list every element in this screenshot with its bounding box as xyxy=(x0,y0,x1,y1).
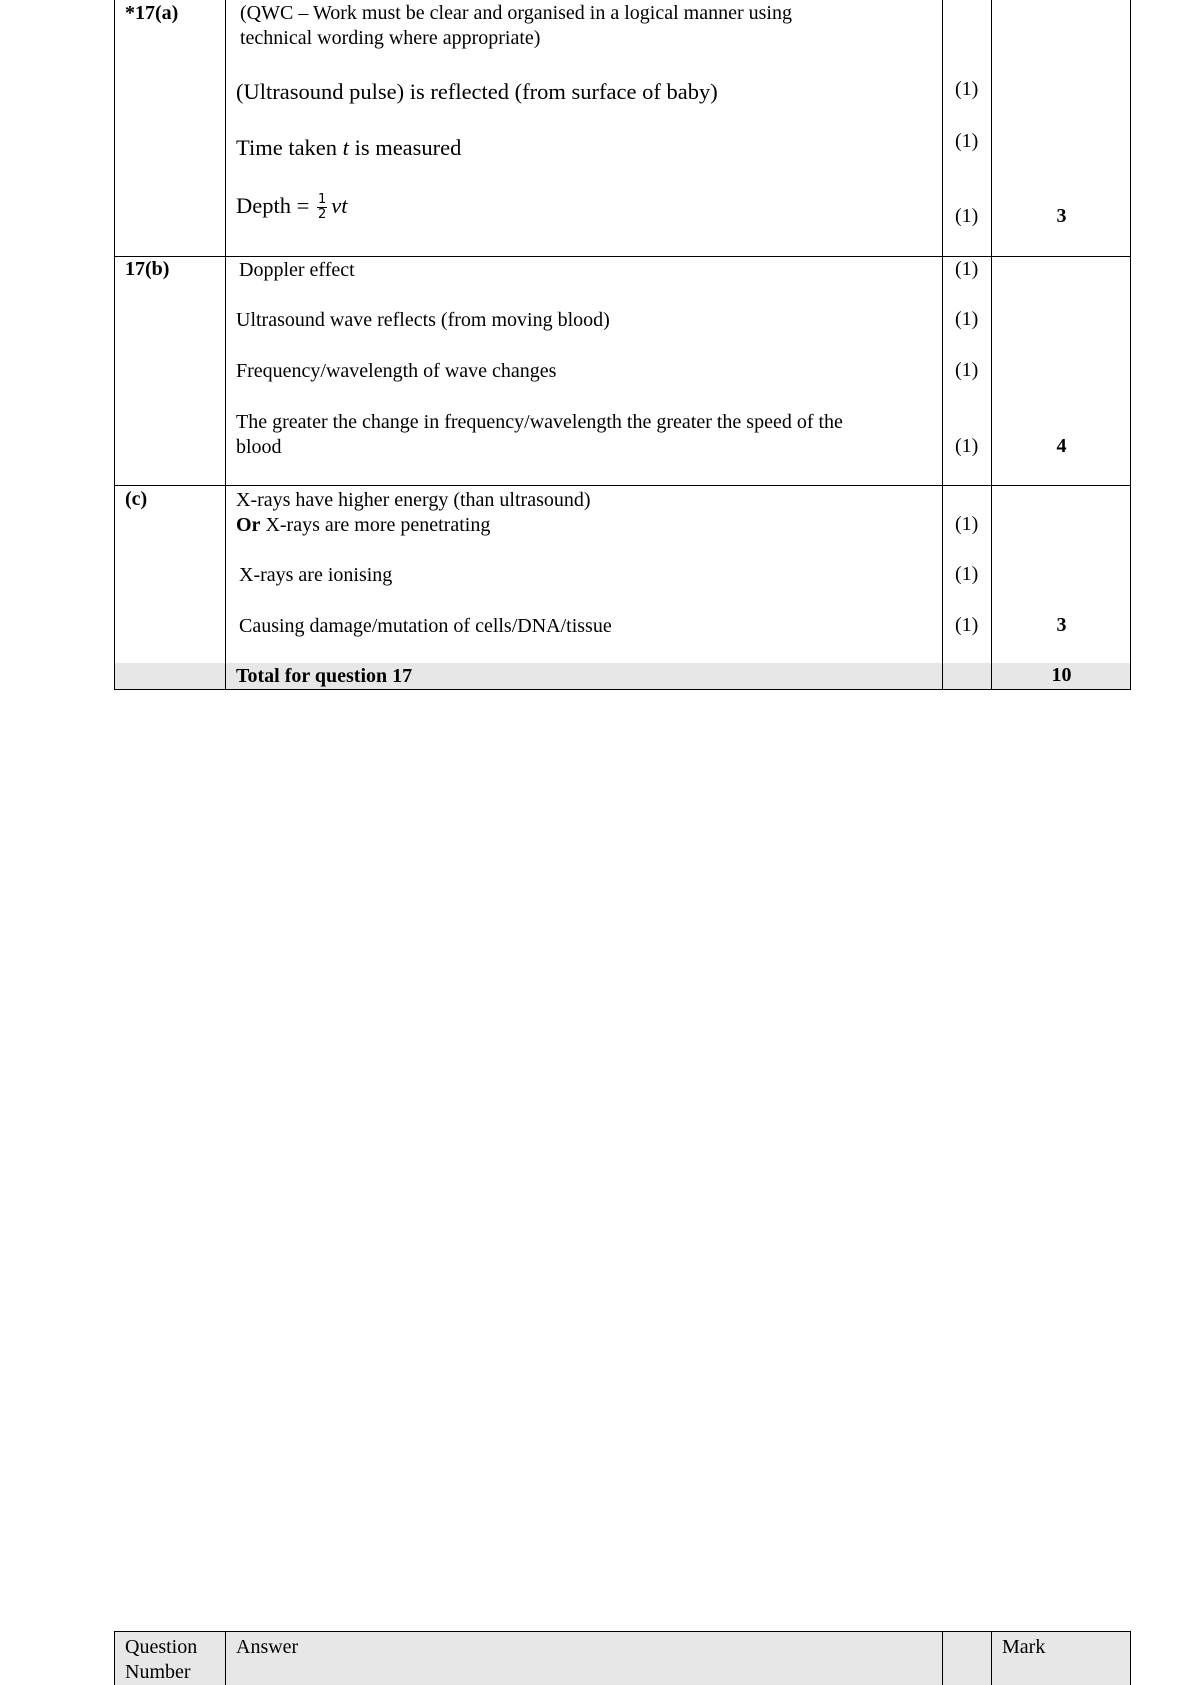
point-mark: (1) xyxy=(955,130,979,152)
answer-point: Time taken t is measured xyxy=(236,135,462,160)
header-answer: Answer xyxy=(236,1636,299,1658)
section-total-mark: 4 xyxy=(1056,435,1067,457)
answer-point: The greater the change in frequency/wavelength the greater the speed of the xyxy=(236,411,843,433)
q17b-row xyxy=(114,256,1131,485)
question-number: *17(a) xyxy=(125,2,179,24)
point-mark: (1) xyxy=(955,513,979,535)
section-total-mark: 3 xyxy=(1056,614,1067,636)
fraction-one-half: $\frac{1}{2}$ xyxy=(317,192,327,223)
answer-point-continued: blood xyxy=(236,436,282,458)
header-mark: Mark xyxy=(1002,1636,1046,1658)
q17a-row xyxy=(114,0,1131,256)
header-row xyxy=(114,1631,1131,1685)
point-mark: (1) xyxy=(955,359,979,381)
qwc-note-line-1: (QWC – Work must be clear and organised in a logical manner using xyxy=(240,2,792,24)
answer-point: X-rays are ionising xyxy=(239,564,393,586)
answer-point: Ultrasound wave reflects (from moving blood) xyxy=(236,309,610,331)
question-number: (c) xyxy=(125,488,148,510)
point-mark: (1) xyxy=(955,563,979,585)
point-mark: (1) xyxy=(955,435,979,457)
section-total-mark: 3 xyxy=(1056,205,1067,227)
total-value: 10 xyxy=(1051,664,1072,686)
answer-point: (Ultrasound pulse) is reflected (from surface of baby) xyxy=(236,79,718,104)
answer-point: Causing damage/mutation of cells/DNA/tissue xyxy=(239,615,612,637)
answer-point-formula: Depth = $\frac{1}{2}$ vt xyxy=(236,192,348,223)
answer-point: X-rays have higher energy (than ultrasound) xyxy=(236,489,591,511)
question-number: 17(b) xyxy=(125,258,170,280)
answer-point: Doppler effect xyxy=(239,259,355,281)
q17c-row xyxy=(114,485,1131,663)
header-question-number: Question Number xyxy=(125,1636,198,1683)
point-mark: (1) xyxy=(955,308,979,330)
point-mark: (1) xyxy=(955,258,979,280)
qwc-note-line-2: technical wording where appropriate) xyxy=(240,27,541,49)
point-mark: (1) xyxy=(955,205,979,227)
answer-point-alternative: Or X-rays are more penetrating xyxy=(236,514,491,536)
total-label: Total for question 17 xyxy=(236,665,413,687)
point-mark: (1) xyxy=(955,78,979,100)
total-row xyxy=(114,663,1131,690)
point-mark: (1) xyxy=(955,614,979,636)
answer-point: Frequency/wavelength of wave changes xyxy=(236,360,557,382)
